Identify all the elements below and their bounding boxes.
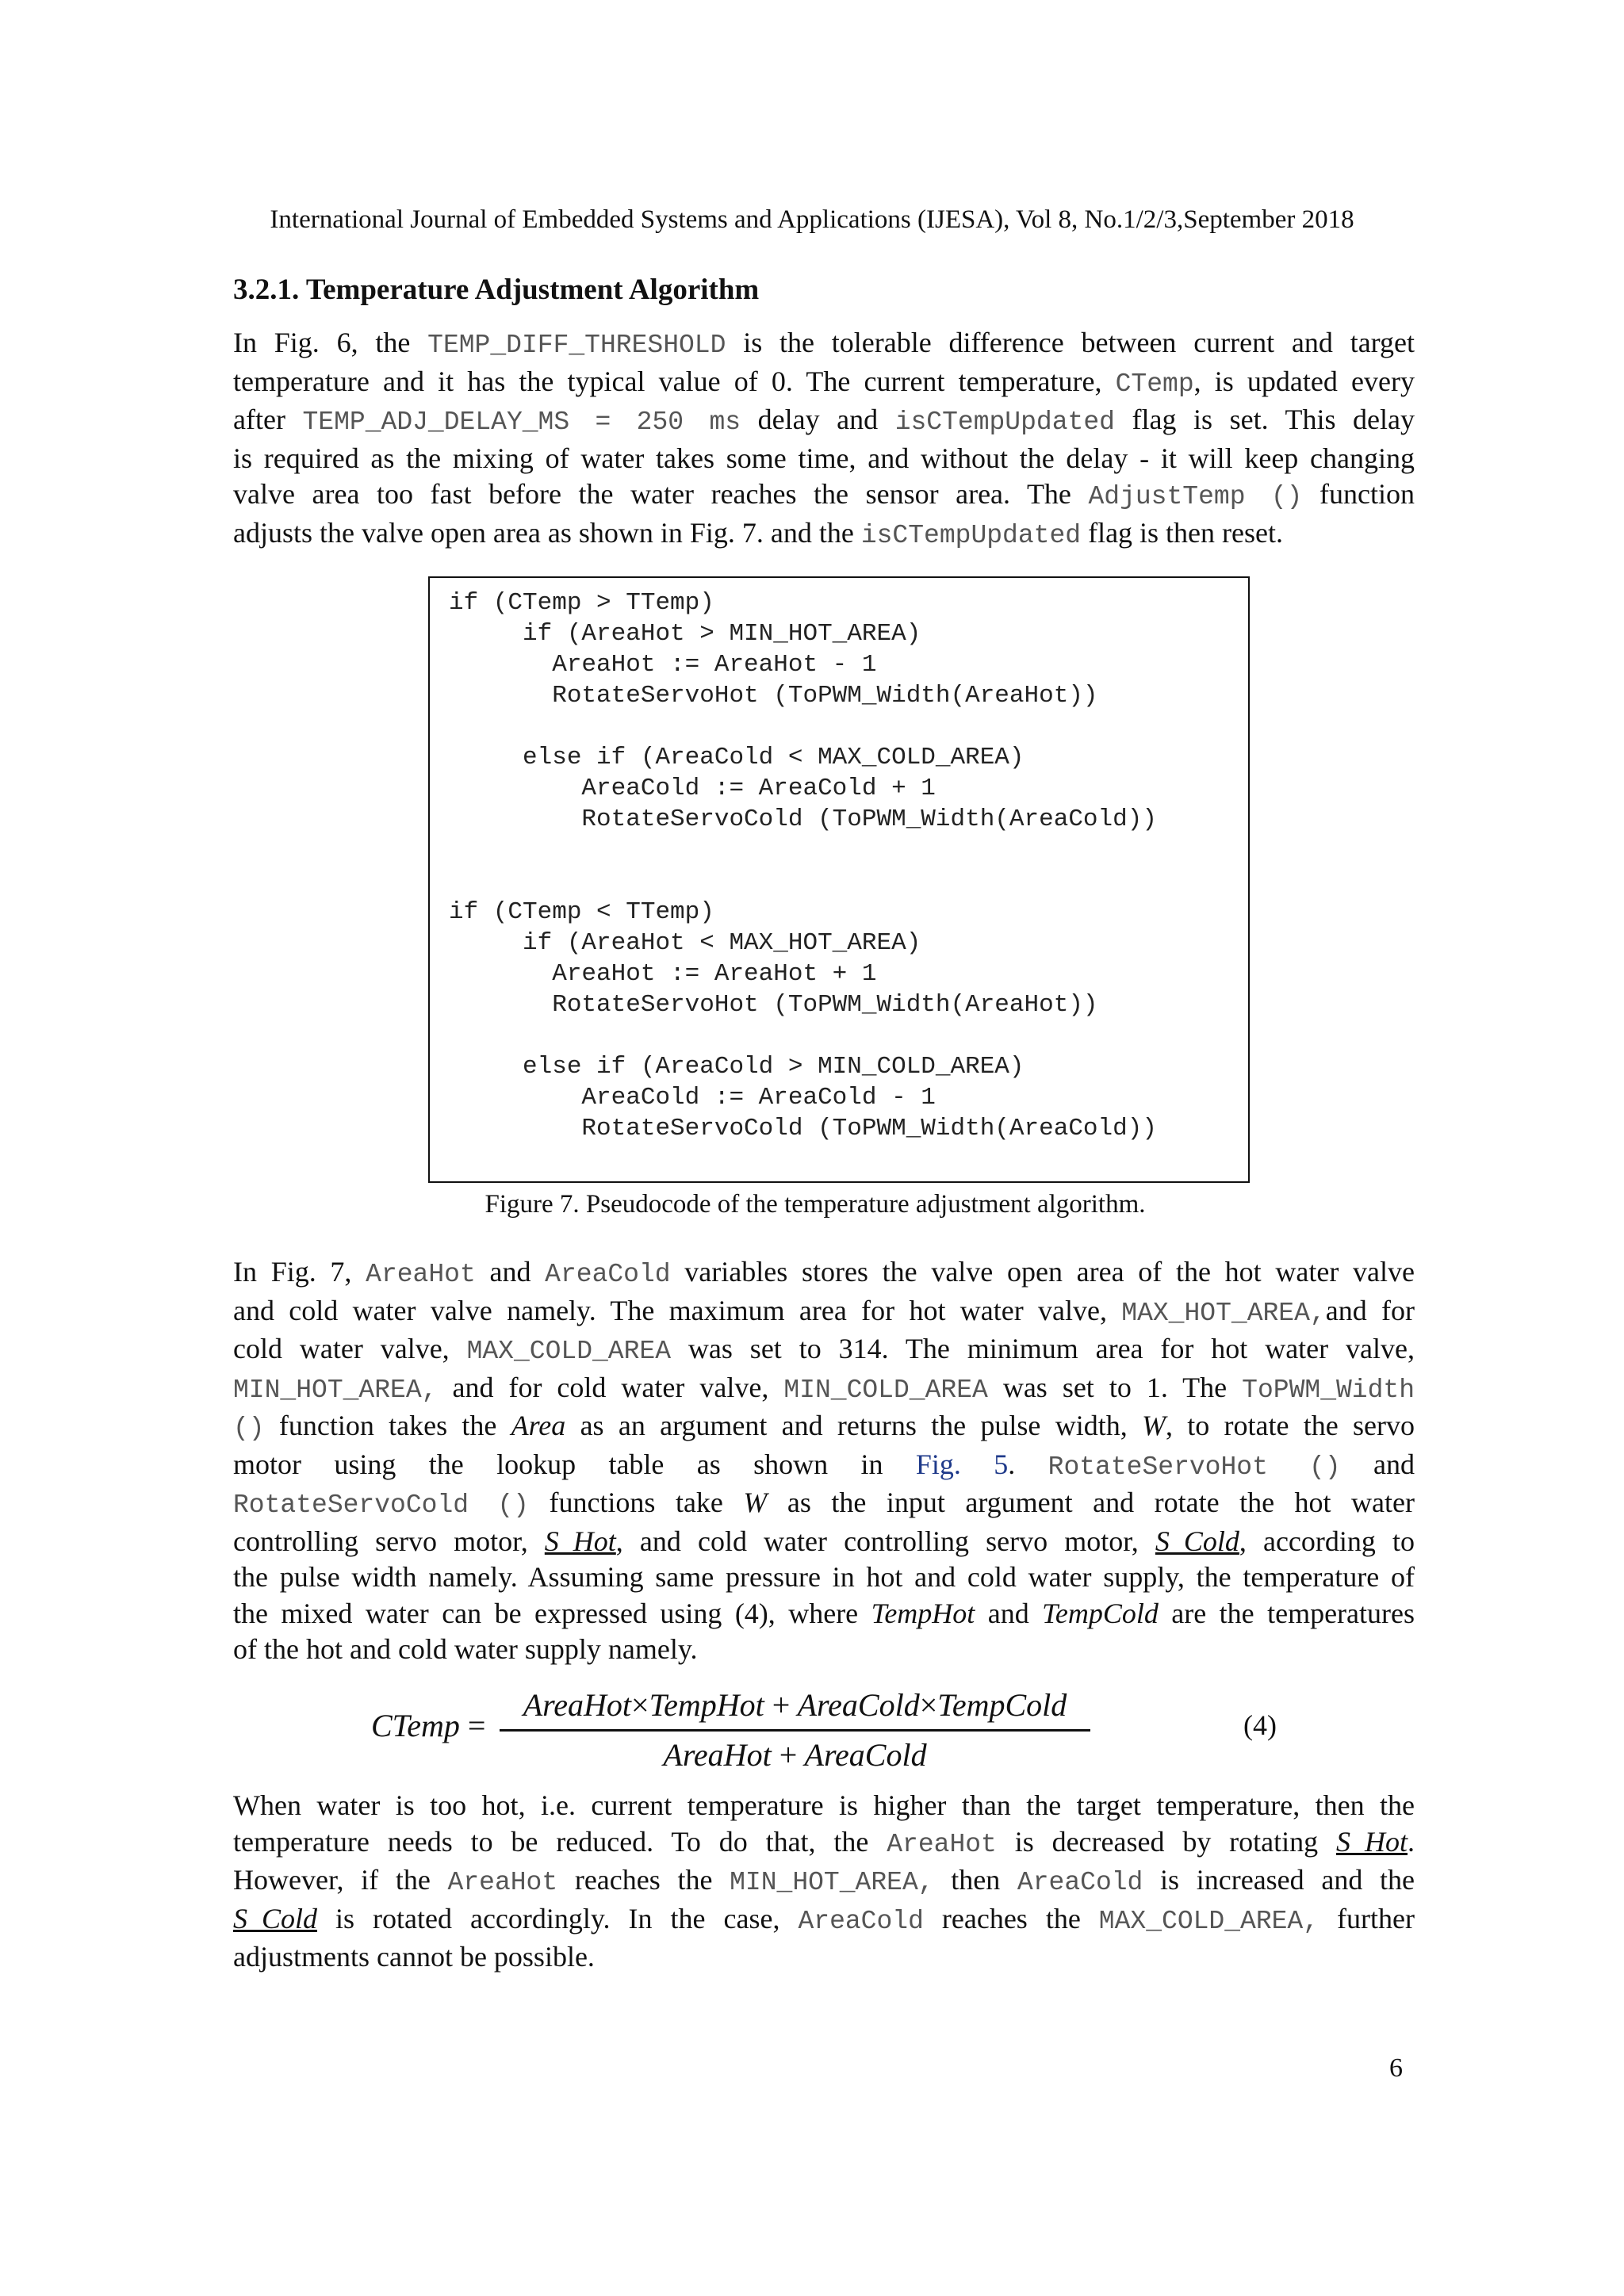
paragraph-1 (233, 325, 1415, 553)
text-line: However, if the AreaHot reaches the MIN_HOT_AREA, then AreaCold is increased and the (233, 1864, 1415, 1897)
inline-code: TEMP_DIFF_THRESHOLD (427, 331, 726, 360)
inline-code: CTemp (1115, 369, 1194, 399)
inline-code: AreaHot (447, 1868, 558, 1897)
text-line: is required as the mixing of water takes some time, and without the delay - it will keep changing (233, 442, 1415, 474)
paragraph-2 (233, 1254, 1415, 1668)
text-line: temperature needs to be reduced. To do that, the AreaHot is decreased by rotating S_Hot. (233, 1825, 1415, 1859)
inline-code: MIN_COLD_AREA (783, 1375, 988, 1405)
inline-code: TEMP_ADJ_DELAY_MS = 250 ms (302, 408, 741, 437)
text-line: and cold water valve namely. The maximum area for hot water valve, MAX_HOT_AREA,and for (233, 1294, 1415, 1328)
equation-numerator: AreaHot×TempHot + AreaCold×TempCold (523, 1687, 1067, 1723)
figure-caption: Figure 7. Pseudocode of the temperature adjustment algorithm. (485, 1190, 1146, 1219)
figure-7-pseudocode-box (428, 576, 1250, 1183)
pseudocode: if (CTemp > TTemp) if (AreaHot > MIN_HOT_AREA) AreaHot := AreaHot - 1 RotateServoHot (ToPWM_Width(AreaHot)) else if (AreaCold < MAX_COLD_AREA) AreaCold := AreaCold + 1 RotateServoCold (ToPWM_Width(AreaCold)) if (CTemp < TTemp) if (AreaHot < MAX_HOT_AREA) AreaHot := AreaHot + 1 RotateServoHot (ToPWM_Width(AreaHot)) else if (AreaCold > MIN_COLD_AREA) AreaCold := AreaCold - 1 RotateServoCold (ToPWM_Width(AreaCold)) (449, 589, 1157, 1142)
section-heading: 3.2.1. Temperature Adjustment Algorithm (233, 274, 760, 306)
inline-code: AreaCold (1017, 1868, 1143, 1897)
inline-code: MIN_HOT_AREA, (730, 1868, 934, 1897)
figure-5-link[interactable]: Fig. 5 (915, 1448, 1009, 1480)
equation-number: (4) (1243, 1709, 1277, 1741)
inline-code: MAX_HOT_AREA, (1121, 1298, 1326, 1328)
inline-code: AreaCold (798, 1906, 924, 1936)
inline-code: () (233, 1414, 265, 1443)
inline-code: AreaHot (887, 1829, 997, 1859)
inline-code: MAX_COLD_AREA (466, 1337, 672, 1366)
text-line: In Fig. 7, AreaHot and AreaCold variables stores the valve open area of the hot water valve (233, 1256, 1415, 1289)
inline-code: MAX_COLD_AREA, (1098, 1906, 1320, 1936)
inline-code: isCTempUpdated (894, 408, 1115, 437)
text-line: In Fig. 6, the TEMP_DIFF_THRESHOLD is the tolerable difference between current and target (233, 327, 1415, 360)
text-line: adjusts the valve open area as shown in Fig. 7. and the isCTempUpdated flag is then reset. (233, 516, 1283, 550)
text-line: temperature and it has the typical value of 0. The current temperature, CTemp, is updated every (233, 365, 1415, 399)
equation-lhs: CTemp = (371, 1708, 486, 1743)
text-line: RotateServoCold () functions take W as the input argument and rotate the hot water (233, 1487, 1415, 1520)
inline-code: AreaCold (545, 1260, 671, 1289)
equation-4 (0, 1685, 1624, 1780)
page-number: 6 (1389, 2053, 1403, 2083)
text-line: cold water valve, MAX_COLD_AREA was set to 314. The minimum area for hot water valve, (233, 1333, 1415, 1366)
equation-denominator: AreaHot + AreaCold (663, 1736, 927, 1773)
text-line: When water is too hot, i.e. current temperature is higher than the target temperature, then the (233, 1789, 1415, 1821)
text-line: controlling servo motor, S_Hot, and cold water controlling servo motor, S_Cold, according to (233, 1525, 1415, 1557)
text-line: motor using the lookup table as shown in Fig. 5. RotateServoHot () and (233, 1448, 1415, 1482)
text-line: of the hot and cold water supply namely. (233, 1633, 698, 1665)
text-line: adjustments cannot be possible. (233, 1941, 595, 1973)
inline-code: MIN_HOT_AREA, (233, 1375, 438, 1405)
text-line: S_Cold is rotated accordingly. In the case, AreaCold reaches the MAX_COLD_AREA, further (233, 1902, 1415, 1936)
inline-code: RotateServoCold () (233, 1490, 529, 1520)
equation-fraction (500, 1685, 1090, 1776)
text-line: the mixed water can be expressed using (4), where TempHot and TempCold are the temperatures (233, 1597, 1415, 1629)
text-line: () function takes the Area as an argument and returns the pulse width, W, to rotate the servo (233, 1410, 1415, 1443)
inline-code: isCTempUpdated (860, 520, 1082, 550)
paragraph-3 (233, 1788, 1415, 1976)
text-line: after TEMP_ADJ_DELAY_MS = 250 ms delay and isCTempUpdated flag is set. This delay (233, 404, 1415, 437)
inline-code: AreaHot (366, 1260, 476, 1289)
inline-code: ToPWM_Width (1242, 1375, 1415, 1405)
text-line: valve area too fast before the water reaches the sensor area. The AdjustTemp () function (233, 478, 1415, 511)
running-header: International Journal of Embedded Systems and Applications (IJESA), Vol 8, No.1/2/3,September 2018 (270, 205, 1354, 234)
text-line: the pulse width namely. Assuming same pressure in hot and cold water supply, the temperature of (233, 1561, 1415, 1593)
inline-code: AdjustTemp () (1088, 482, 1303, 511)
fraction-bar (500, 1729, 1090, 1732)
inline-code: RotateServoHot () (1048, 1452, 1341, 1482)
text-line: MIN_HOT_AREA, and for cold water valve, MIN_COLD_AREA was set to 1. The ToPWM_Width (233, 1371, 1415, 1405)
